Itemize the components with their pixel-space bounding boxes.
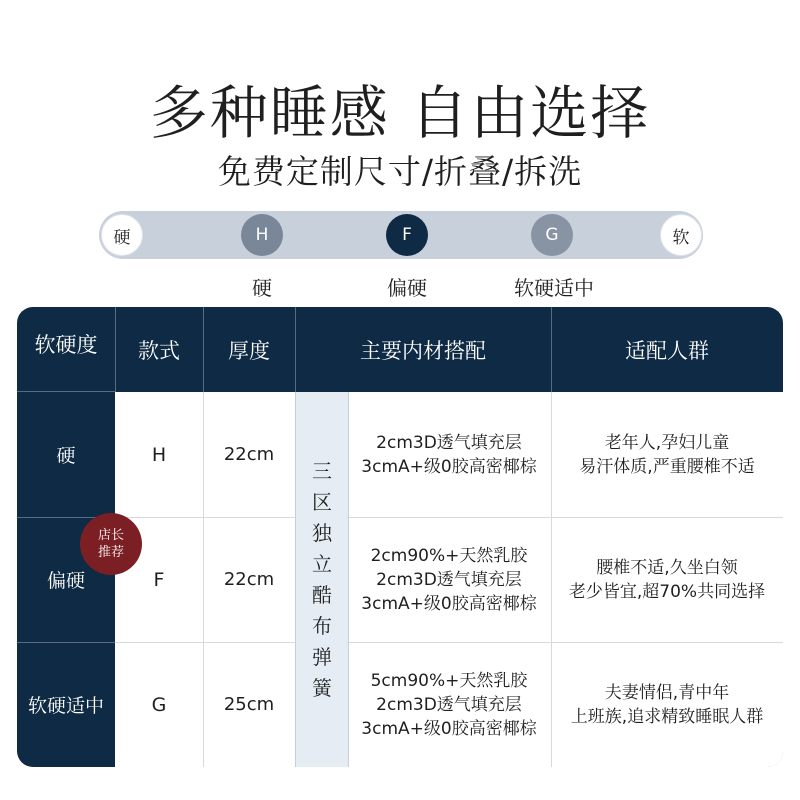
material-line: 2cm3D透气填充层 <box>376 569 522 590</box>
people-line: 上班族,追求精致睡眠人群 <box>570 706 764 727</box>
row2-style: F <box>115 517 203 642</box>
spring-char: 酷 <box>312 582 332 607</box>
material-line: 2cm90%+天然乳胶 <box>370 545 528 566</box>
material-line: 3cmA+级0胶高密椰棕 <box>361 718 537 739</box>
row1-people <box>551 392 783 517</box>
header-people: 适配人群 <box>625 338 709 363</box>
row2-people <box>551 517 783 642</box>
scale-label-g: 软硬适中 <box>514 276 594 300</box>
row-firmness-firm: 偏硬 <box>46 570 85 592</box>
row3-style: G <box>115 642 203 767</box>
material-line: 5cm90%+天然乳胶 <box>370 670 528 691</box>
spring-char: 弹 <box>312 644 332 669</box>
spring-char: 区 <box>312 489 332 514</box>
spring-char: 立 <box>312 551 332 576</box>
row3-materials <box>347 642 551 767</box>
material-line: 3cmA+级0胶高密椰棕 <box>361 593 537 614</box>
header-firmness: 软硬度 <box>34 333 98 357</box>
row-firmness-hard: 硬 <box>56 445 76 467</box>
people-line: 老少皆宜,超70%共同选择 <box>568 581 766 602</box>
people-line: 易汗体质,严重腰椎不适 <box>579 456 755 477</box>
header-materials: 主要内材搭配 <box>360 338 486 363</box>
people-line: 腰椎不适,久坐白领 <box>596 557 738 578</box>
page-title: 多种睡感 自由选择 <box>149 79 651 147</box>
material-line: 2cm3D透气填充层 <box>376 432 522 453</box>
badge-line: 店长 <box>97 528 124 543</box>
people-line: 老年人,孕妇儿童 <box>604 432 730 453</box>
scale-point-f: F <box>386 214 428 256</box>
material-line: 2cm3D透气填充层 <box>376 694 522 715</box>
scale-end-soft: 软 <box>660 214 702 256</box>
spring-char: 簧 <box>312 675 332 700</box>
row1-thickness: 22cm <box>203 392 295 517</box>
scale-end-hard: 硬 <box>101 214 143 256</box>
spring-char: 布 <box>312 613 332 638</box>
row3-people <box>551 642 783 767</box>
scale-label-f: 偏硬 <box>387 276 427 300</box>
spring-column <box>295 392 349 767</box>
material-line: 3cmA+级0胶高密椰棕 <box>361 456 537 477</box>
badge-line: 推荐 <box>97 545 124 560</box>
scale-point-h: H <box>241 214 283 256</box>
row1-materials <box>347 392 551 517</box>
row-firmness-medium: 软硬适中 <box>27 695 104 717</box>
scale-point-g: G <box>531 214 573 256</box>
header-thickness: 厚度 <box>228 338 270 363</box>
spring-char: 独 <box>312 520 332 545</box>
header-style: 款式 <box>138 338 180 363</box>
people-line: 夫妻情侣,青中年 <box>604 682 730 703</box>
row1-style: H <box>115 392 203 517</box>
page-subtitle: 免费定制尺寸/折叠/拆洗 <box>217 152 583 191</box>
scale-label-h: 硬 <box>252 276 272 300</box>
store-recommend-badge <box>80 513 142 575</box>
row3-thickness: 25cm <box>203 642 295 767</box>
row2-materials <box>347 517 551 642</box>
spring-char: 三 <box>312 458 332 483</box>
row2-thickness: 22cm <box>203 517 295 642</box>
